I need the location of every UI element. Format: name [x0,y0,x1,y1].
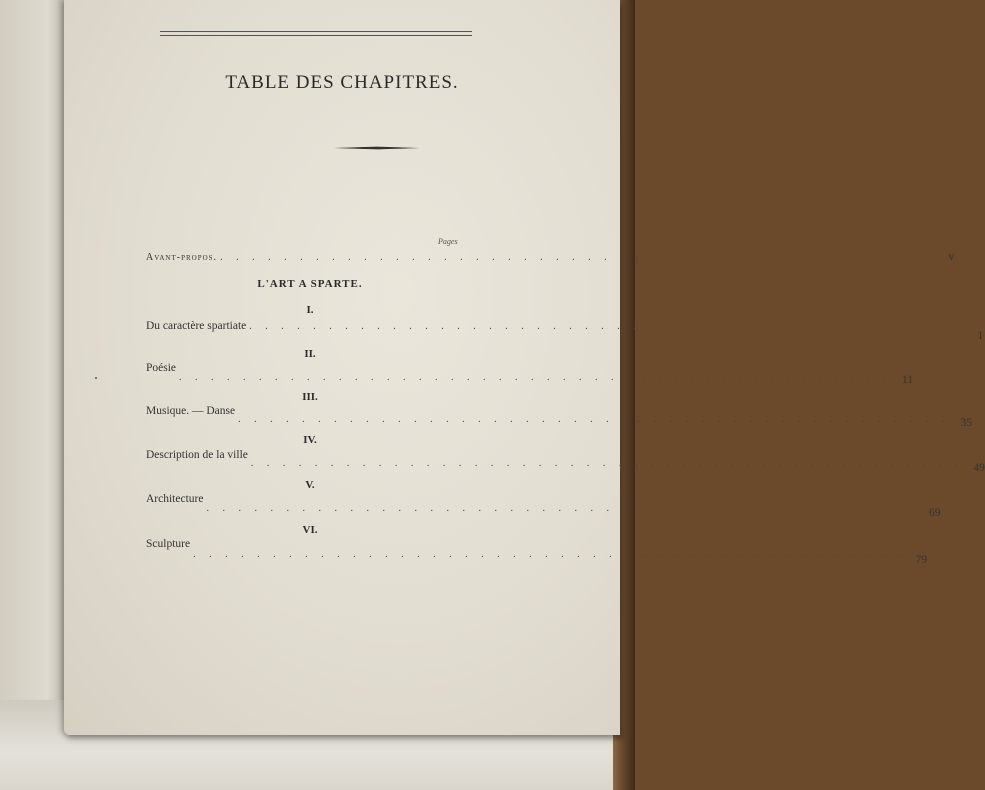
toc-page-number: 79 [915,554,928,566]
chapter-number-2: II. [304,348,316,360]
leader-dots: . . . . . . . . . . . . . . . . . . . . . . . . . . . . . . . . . . . . . . . . . . . . . [250,458,963,469]
chapter-number-6: VI. [302,524,318,536]
toc-page-number: 49 [973,462,985,474]
toc-entry-3 [146,405,973,429]
leader-dots: . . . . . . . . . . . . . . . . . . . . . . . . . . . . . . . . . . . . . . . . . . . . . [206,503,919,514]
toc-entry-4 [146,449,985,474]
toc-page-number: 35 [960,417,973,429]
chapter-number-4: IV. [303,434,317,446]
leader-dots: . . . . . . . . . . . . . . . . . . . . . . . . . . . . . . . . . . . . . . . . . . . . . [193,549,906,560]
chapter-number-1: I. [306,304,314,316]
left-page-edge [0,0,68,790]
toc-entry-2 [146,362,914,386]
part-title: L'ART A SPARTE. [257,278,363,290]
toc-entry-5 [146,493,941,519]
toc-entry-label: Musique. — Danse [146,405,236,417]
toc-entry-label: Du caractère spartiate [146,320,247,332]
stray-mark [95,377,97,379]
toc-entry-label: Avant-propos. [146,252,218,263]
leader-dots: . . . . . . . . . . . . . . . . . . . . . . . . . . . . . . . . . . . . . . . . . . . . . [220,252,933,263]
toc-entry-avant-propos [146,251,955,267]
leader-dots: . . . . . . . . . . . . . . . . . . . . . . . . . . . . . . . . . . . . . . . . . . . . . [249,321,962,332]
chapter-number-5: V. [305,479,315,491]
toc-page-number: 11 [901,374,914,386]
toc-page-number: v [948,251,955,263]
ornament-divider [334,146,420,150]
toc-page-number: 69 [928,507,941,519]
leader-dots: . . . . . . . . . . . . . . . . . . . . . . . . . . . . . . . . . . . . . . . . . . . . . [179,372,892,383]
toc-entry-1 [146,320,984,342]
toc-entry-label: Description de la ville [146,449,248,461]
toc-entry-label: Architecture [146,493,204,505]
toc-page-number: 1 [977,330,984,342]
pages-column-label: Pages [438,237,458,246]
chapter-number-3: III. [302,391,318,403]
leader-dots: . . . . . . . . . . . . . . . . . . . . . . . . . . . . . . . . . . . . . . . . . . . . . [238,414,951,425]
top-double-rule [160,31,472,36]
toc-entry-label: Sculpture [146,538,191,550]
toc-entry-6 [146,538,928,566]
toc-entry-label: Poésie [146,362,177,374]
page-title: TABLE DES CHAPITRES. [225,72,459,93]
